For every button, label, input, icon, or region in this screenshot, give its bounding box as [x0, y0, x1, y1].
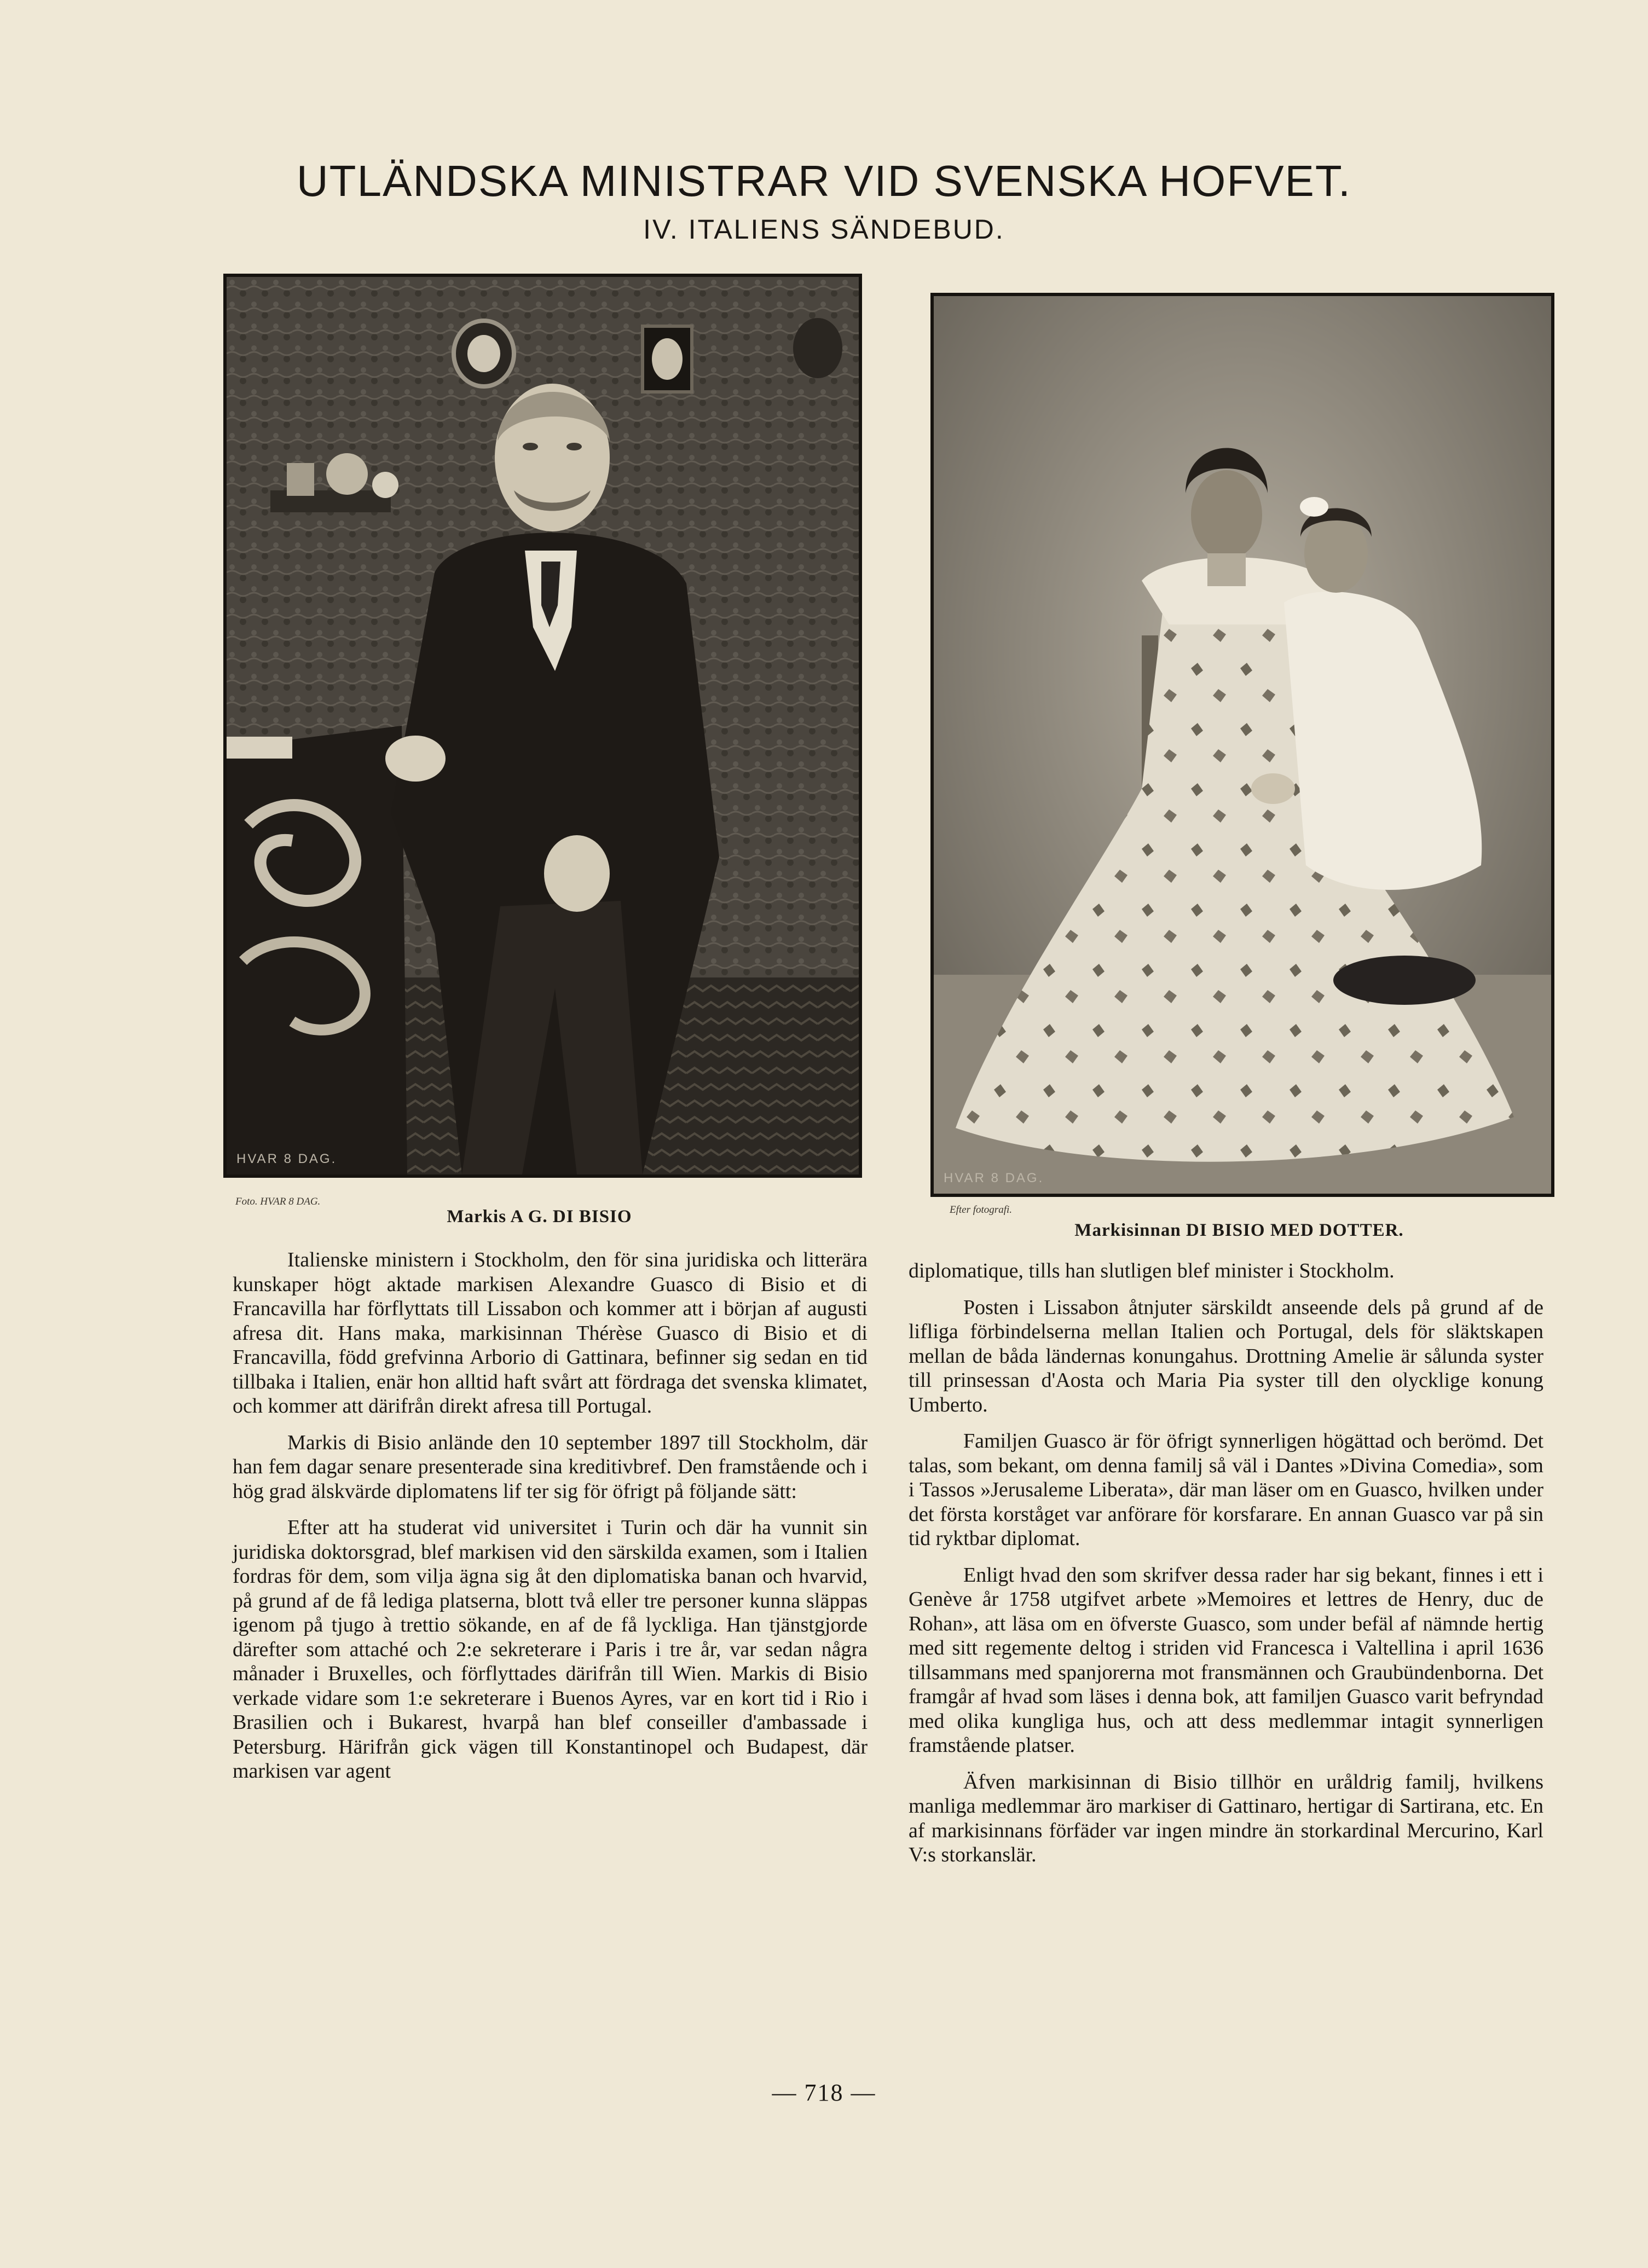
portrait-photo-marchioness	[930, 293, 1554, 1197]
article-column-right	[909, 1259, 1543, 1879]
photo-watermark: HVAR 8 DAG.	[944, 1171, 1044, 1185]
photo-credit: Foto. HVAR 8 DAG.	[235, 1196, 321, 1207]
article-column-left	[233, 1248, 868, 1796]
page-number: — 718 —	[772, 2079, 876, 2106]
photo-watermark: HVAR 8 DAG.	[236, 1152, 337, 1166]
paragraph-continuation: diplomatique, tills han slutligen blef minister i Stockholm.	[909, 1259, 1395, 1282]
portrait-photo-marquis	[223, 274, 862, 1178]
portrait-illustration	[227, 277, 859, 1174]
photo-caption: Markis A G. DI BISIO	[447, 1207, 632, 1226]
paragraph: Äfven markisinnan di Bisio tillhör en uråldrig familj, hvilkens manliga medlemmar äro markiser di Gattinaro, hertigar di Sartirana, etc. En af markisinnans förfäder var ingen mindre än storkardinal Mercurino, Karl V:s storkanslär.	[909, 1770, 1543, 1866]
paragraph: Posten i Lissabon åtnjuter särskildt anseende dels på grund af de lifliga förbindelserna mellan Italien och Portugal, dels för släktskapen mellan de båda ländernas konungahus. Drottning Amelie är sålunda syster till prinsessan d'Aosta och Maria Pia syster till den olycklige konung Umberto.	[909, 1295, 1543, 1416]
article-subtitle: IV. ITALIENS SÄNDEBUD.	[643, 214, 1005, 245]
photo-credit: Efter fotografi.	[950, 1204, 1012, 1216]
portrait-illustration	[934, 296, 1551, 1194]
paragraph: Italienske ministern i Stockholm, den för sina juridiska och litterära kunskaper högt aktade markisen Alexandre Guasco di Bisio et di Francavilla har förflyttats till Lissabon och kommer att i början af augusti afresa dit. Hans maka, markisinnan Thérèse Guasco di Bisio et di Francavilla, född grefvinna Arborio di Gattinara, befinner sig sedan en tid tillbaka i Italien, enär hon alltid haft svårt att fördraga det svenska klimatet, och kommer att därifrån direkt afresa till Portugal.	[233, 1248, 868, 1418]
photo-caption: Markisinnan DI BISIO MED DOTTER.	[1074, 1220, 1404, 1240]
paragraph: Markis di Bisio anlände den 10 september 1897 till Stockholm, där han fem dagar senare presenterade sina kreditivbref. Den framstående och i hög grad älskvärde diplomatens lif ter sig för öfrigt på följande sätt:	[233, 1431, 868, 1503]
paragraph: Familjen Guasco är för öfrigt synnerligen högättad och berömd. Det talas, som bekant, om denna familj så väl i Dantes »Divina Comedia», som i Tassos »Jerusaleme Liberata», där man läser om en Guasco, hvilken under det första korståget var anförare för korsfarare. En annan Guasco var på sin tid ryktbar diplomat.	[909, 1430, 1543, 1550]
paragraph: Enligt hvad den som skrifver dessa rader har sig bekant, finnes i ett i Genève år 1758 utgifvet arbete »Memoires et lettres de Henry, duc de Rohan», att läsa om en öfverste Guasco, som under befäl af nämnde hertig med sitt regemente deltog i striden vid Francesca i Valtellina i april 1636 tillsammans med spanjorerna mot fransmännen och Graubündenborna. Det framgår af hvad som läses i denna bok, att familjen Guasco varit befryndad med olika kungliga hus, och att dess medlemmar intagit synnerligen framstående platser.	[909, 1563, 1543, 1757]
paragraph: Efter att ha studerat vid universitet i Turin och där ha vunnit sin juridiska doktorsgrad, blef markisen vid den särskilda examen, som i Italien fordras för dem, som vilja ägna sig åt den diplomatiska banan och hvarvid, på grund af de få lediga platserna, blott två eller tre personer kunna släppas igenom på tjugo à trettio sökande, en af de få lyckliga. Han tjänstgjorde därefter som attaché och 2:e sekreterare i Paris i tre år, var sedan några månader i Bruxelles, och förflyttades därifrån till Wien. Markis di Bisio verkade vidare som 1:e sekreterare i Buenos Ayres, var en kort tid i Rio i Brasilien och i Bukarest, hvarpå han blef conseiller d'ambassade i Petersburg. Härifrån gick vägen till Konstantinopel och Budapest, där markisen var agent	[233, 1516, 868, 1783]
article-title: UTLÄNDSKA MINISTRAR VID SVENSKA HOFVET.	[296, 157, 1352, 205]
